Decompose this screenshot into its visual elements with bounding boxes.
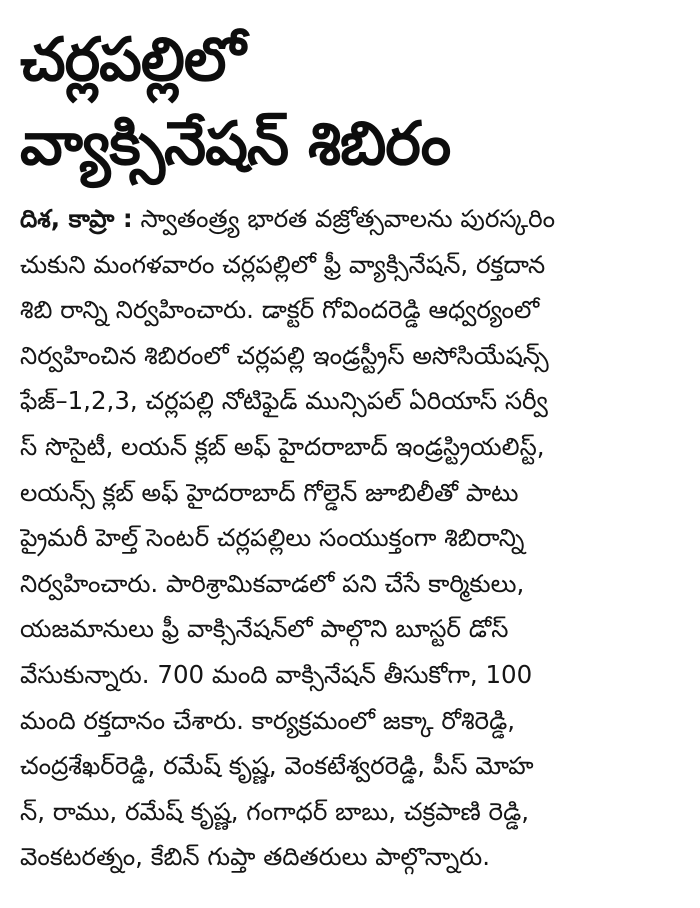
body-line: ఫేజ్–1,2,3, చర్లపల్లి నోటిఫైడ్ మున్సిపల్ ఏరియాస్ సర్వీ <box>20 386 548 416</box>
dateline: దిశ, కాప్రా : <box>20 204 133 233</box>
body-line <box>20 196 688 242</box>
headline-line-2: వ్యాక్సినేషన్ శిబిరం <box>20 109 451 179</box>
headline-line-1: చర్లపల్లిలో <box>20 25 245 95</box>
body-line: మంది రక్తదానం చేశారు. కార్యక్రమంలో జక్కా రోశిరెడ్డి, <box>20 705 515 735</box>
body-line-text: స్వాతంత్ర్య భారత వజ్రోత్సవాలను పురస్కరిం <box>132 204 556 233</box>
body-line: చంద్రశేఖర్‌రెడ్డి, రమేష్ కృష్ణ, వెంకటేశ్వరరెడ్డి, పీస్ మోహ <box>20 751 534 781</box>
body-line: చుకుని మంగళవారం చర్లపల్లిలో ఫ్రీ వ్యాక్సినేషన్, రక్తదాన <box>20 249 546 279</box>
body-line: నిర్వహించిన శిబిరంలో చర్లపల్లి ఇండ్రస్ట్రీస్ అసోసియేషన్స్ <box>20 340 549 370</box>
body-line: వెంకటరత్నం, కేబిన్ గుప్తా తదితరులు పాల్గొన్నారు. <box>20 842 490 872</box>
body-line: యజమానులు ఫ్రీ వాక్సినేషన్‌లో పాల్గొని బూస్టర్ డోస్ <box>20 614 509 644</box>
article-body <box>20 196 688 880</box>
body-line: శిబి రాన్ని నిర్వహించారు. డాక్టర్ గోవిందరెడ్డి ఆధ్వర్యంలో <box>20 295 540 325</box>
headline <box>20 18 688 186</box>
body-line: న్, రాము, రమేష్ కృష్ణ, గంగాధర్ బాబు, చక్రపాణి రెడ్డి, <box>20 796 529 826</box>
body-line: లయన్స్ క్లబ్ అఫ్ హైదరాబాద్ గోల్డెన్ జూబిలీతో పాటు <box>20 477 519 507</box>
body-line: స్ సొసైటీ, లయన్ క్లబ్ అఫ్ హైదరాబాద్ ఇండ్రస్ట్రియలిస్ట్, <box>20 431 545 461</box>
body-line: వేసుకున్నారు. 700 మంది వాక్సినేషన్ తీసుకోగా, 100 <box>20 659 533 689</box>
body-line: నిర్వహించారు. పారిశ్రామికవాడలో పని చేసే కార్మికులు, <box>20 568 525 598</box>
body-line: ప్రైమరీ హెల్త్ సెంటర్ చర్లపల్లిలు సంయుక్తంగా శిబిరాన్ని <box>20 523 525 553</box>
